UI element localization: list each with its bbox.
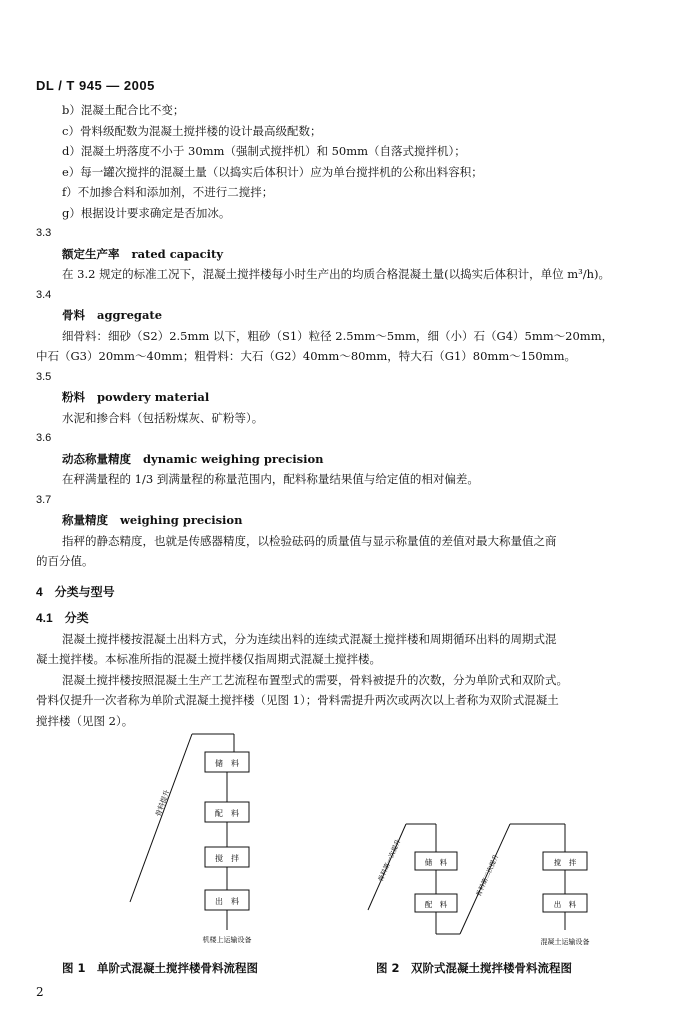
figure-1-caption: 图 1 单阶式混凝土搅拌楼骨料流程图	[62, 961, 259, 975]
bottom-label: 机楼上运输设备	[202, 936, 252, 944]
term-english: aggregate	[97, 308, 163, 322]
term-heading-3-3	[36, 244, 656, 265]
term-english: powdery material	[97, 390, 210, 404]
term-definition-3-4-cont: 中石（G3）20mm～40mm；粗骨料：大石（G2）40mm～80mm，特大石（G1）80mm～150mm。	[36, 349, 576, 363]
paragraph-2-line-3: 搅拌楼（见图 2）。	[36, 713, 134, 728]
box-storage-label: 储 料	[424, 858, 448, 867]
box-batching-label: 配 料	[215, 809, 239, 818]
term-english: rated capacity	[131, 246, 224, 261]
term-number-3-6: 3.6	[36, 432, 52, 444]
lift2-label: 骨料第二次提升	[474, 852, 501, 898]
paragraph-2-line-1: 混凝土搅拌楼按照混凝土生产工艺流程布置型式的需要，骨料被提升的次数，分为单阶式和双阶式。	[62, 672, 568, 687]
term-number-3-5: 3.5	[36, 370, 52, 383]
list-item-b: b）混凝土配合比不变；	[62, 103, 185, 117]
box-discharge-label: 出 料	[553, 900, 577, 909]
term-number-3-4: 3.4	[36, 288, 52, 301]
document-header: DL / T 945 — 2005	[36, 78, 155, 93]
bottom-label: 混凝土运输设备	[540, 938, 590, 946]
paragraph-1-line-2: 凝土搅拌楼。本标准所指的混凝土搅拌楼仅指周期式混凝土搅拌楼。	[36, 652, 381, 666]
paragraph-2-line-2: 骨料仅提升一次者称为单阶式混凝土搅拌楼（见图 1）；骨料需提升两次或两次以上者称为双阶式混凝土	[36, 693, 559, 707]
term-definition-3-3: 在 3.2 规定的标准工况下，混凝土搅拌楼每小时生产出的均质合格混凝土量(以捣实后体积计，单位 m³/h)。	[62, 267, 611, 281]
lift1-label: 骨料第一次提升	[376, 837, 403, 883]
figure-1-diagram	[120, 732, 320, 950]
term-english: weighing precision	[120, 513, 243, 527]
term-title: 粉料	[62, 390, 85, 404]
term-number-3-7: 3.7	[36, 493, 52, 506]
term-english: dynamic weighing precision	[143, 451, 324, 466]
section-heading-4: 4 分类与型号	[36, 584, 115, 599]
list-item-g: g）根据设计要求确定是否加冰。	[62, 205, 231, 220]
term-heading-3-6	[36, 449, 656, 470]
paragraph-1-line-1: 混凝土搅拌楼按混凝土出料方式，分为连续出料的连续式混凝土搅拌楼和周期循环出料的周期式混	[62, 631, 557, 646]
term-heading-3-7	[36, 510, 656, 531]
figure-2-diagram	[360, 822, 630, 950]
term-number-3-3: 3.3	[36, 227, 52, 239]
box-discharge-label: 出 料	[215, 897, 239, 906]
term-title: 骨料	[62, 308, 85, 322]
term-definition-3-4: 细骨料：细砂（S2）2.5mm 以下，粗砂（S1）粒径 2.5mm～5mm，细（小）石（G4）5mm～20mm，	[62, 328, 614, 343]
list-item-e: e）每一罐次搅拌的混凝土量（以捣实后体积计）应为单台搅拌机的公称出料容积；	[62, 164, 483, 179]
document-body	[36, 100, 656, 731]
term-heading-3-5	[36, 387, 656, 408]
list-item-c: c）骨料级配数为混凝土搅拌楼的设计最高级配数；	[62, 123, 322, 138]
list-item-d: d）混凝土坍落度不小于 30mm（强制式搅拌机）和 50mm（自落式搅拌机）；	[62, 144, 466, 158]
section-heading-4-1: 4.1 分类	[36, 611, 89, 625]
term-title: 称量精度	[62, 513, 108, 527]
figure-2-caption: 图 2 双阶式混凝土搅拌楼骨料流程图	[376, 961, 573, 975]
page-number: 2	[36, 985, 44, 999]
term-definition-3-7: 指秤的静态精度，也就是传感器精度，以检验砝码的质量值与显示称量值的差值对最大称量值之商	[62, 533, 557, 548]
term-definition-3-6: 在秤满量程的 1/3 到满量程的称量范围内，配料称量结果值与给定值的相对偏差。	[62, 472, 479, 486]
term-definition-3-5: 水泥和掺合料（包括粉煤灰、矿粉等）。	[62, 410, 264, 425]
box-batching-label: 配 料	[424, 900, 448, 909]
term-title: 动态称量精度	[62, 451, 131, 466]
term-definition-3-7-cont: 的百分值。	[36, 554, 94, 568]
box-mixing-label: 搅 拌	[553, 858, 577, 867]
term-heading-3-4	[36, 305, 656, 326]
box-mixing-label: 搅 拌	[215, 854, 239, 863]
list-item-f: f）不加掺合料和添加剂，不进行二搅拌；	[62, 185, 274, 199]
lift-label: 骨料提升	[154, 788, 172, 818]
term-title: 额定生产率	[62, 246, 120, 261]
box-storage-label: 储 料	[215, 759, 239, 768]
